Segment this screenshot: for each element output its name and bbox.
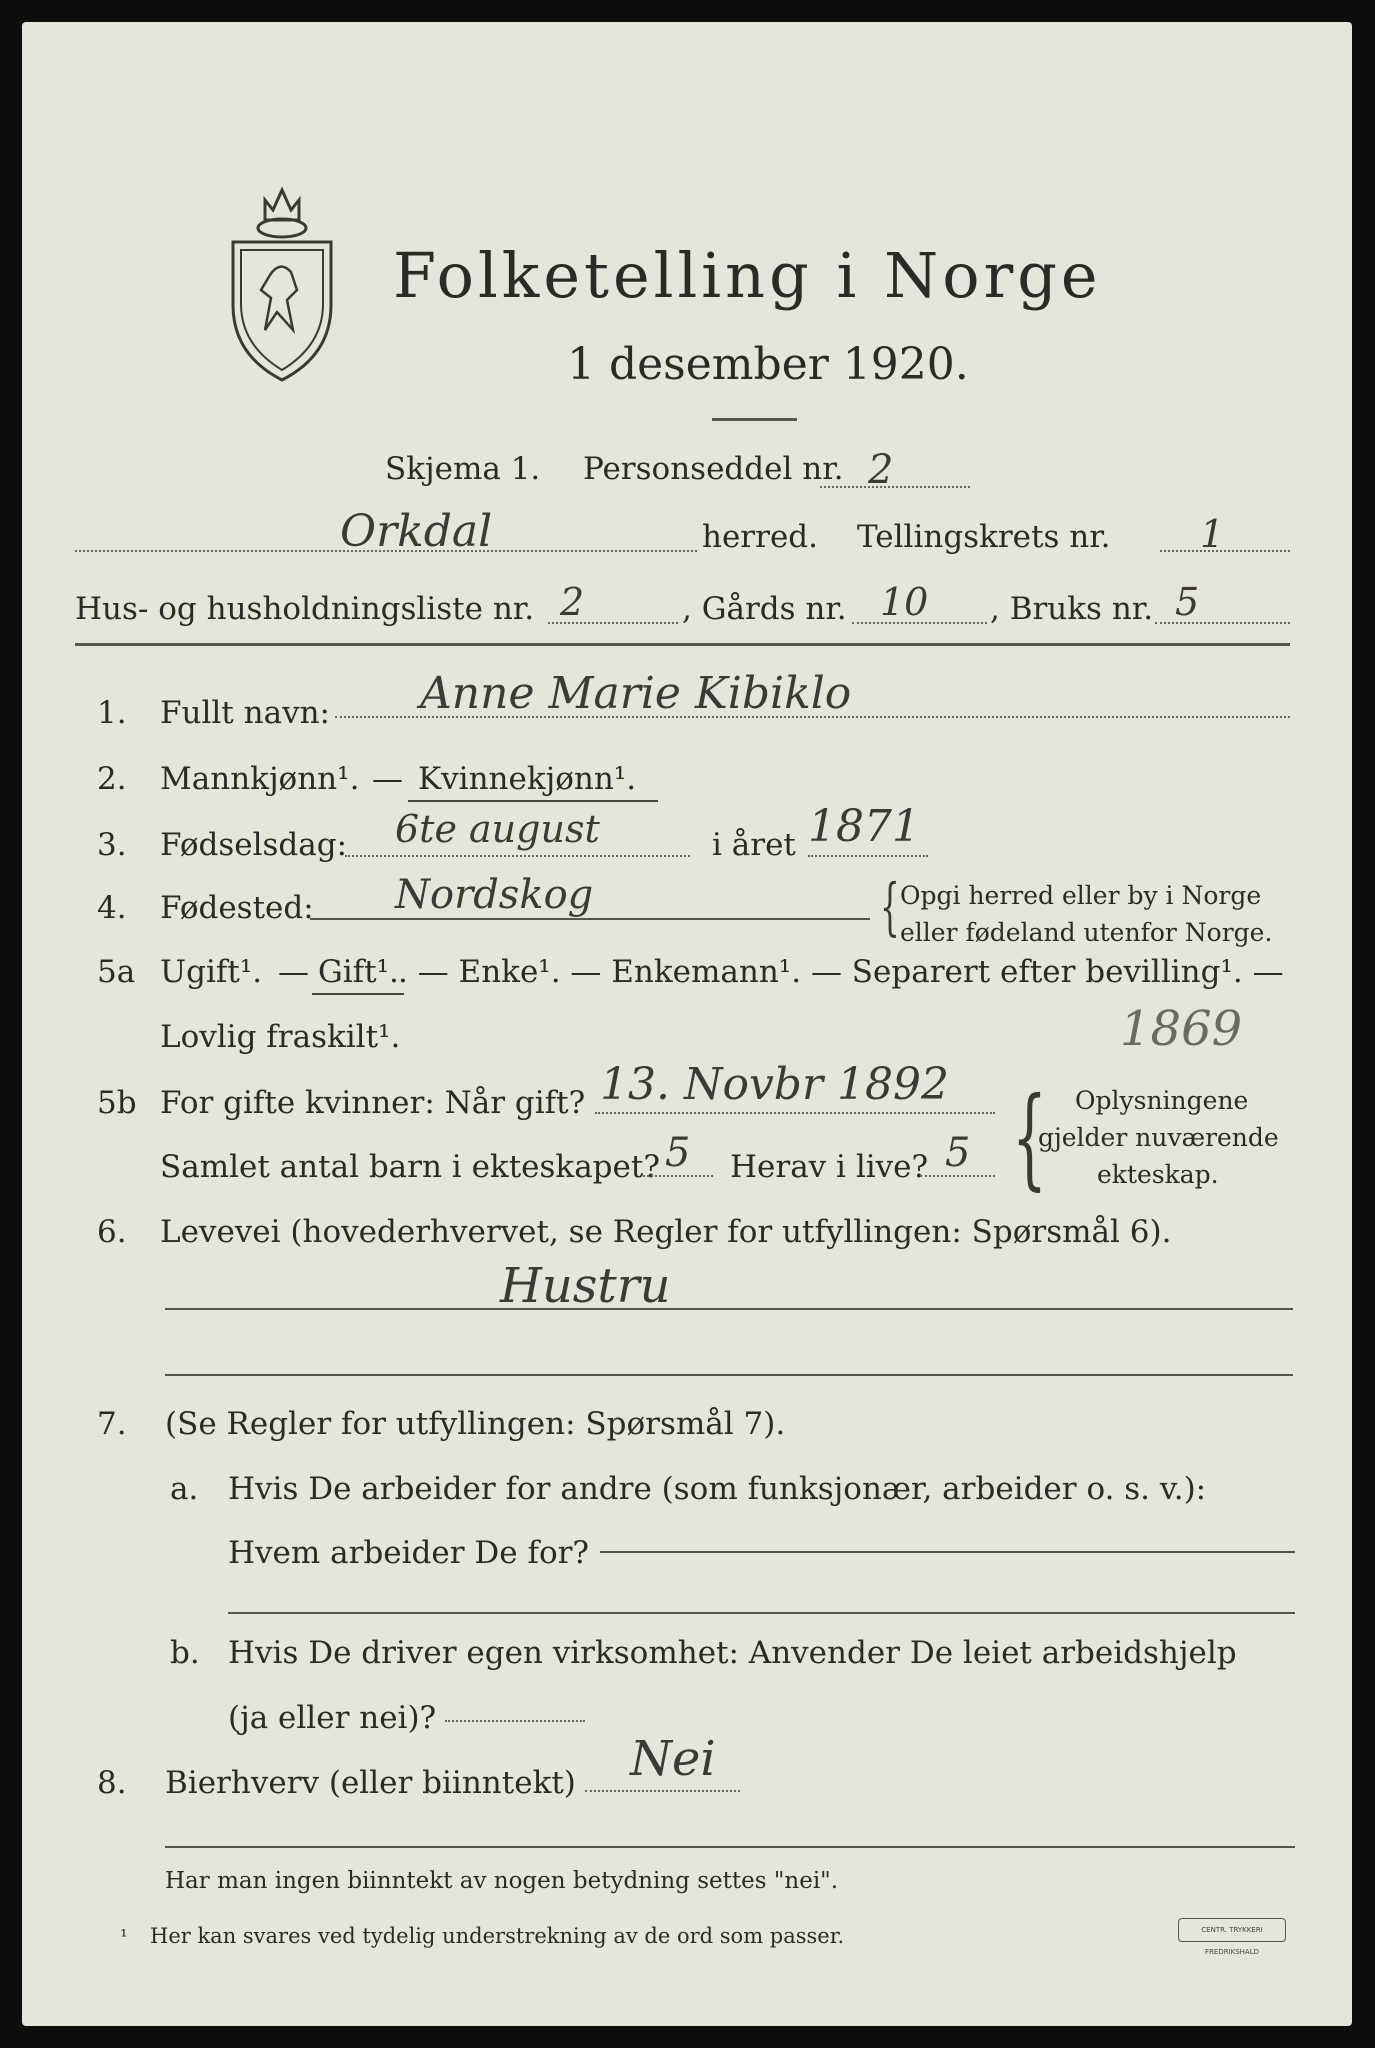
q5b-number: 5b	[97, 1085, 137, 1121]
q5b-live-value: 5	[945, 1130, 971, 1176]
q7b-letter: b.	[170, 1635, 200, 1671]
q7a-answer-line	[600, 1551, 1295, 1553]
q5b-barn-value: 5	[665, 1130, 691, 1176]
q8-line	[585, 1790, 740, 1792]
q5a-number: 5a	[97, 954, 136, 990]
personseddel-value: 2	[868, 447, 894, 493]
tellingskrets-line	[1160, 550, 1290, 552]
printer-stamp: CENTR. TRYKKERI FREDRIKSHALD	[1178, 1918, 1286, 1942]
q6-label: Levevei (hovederhvervet, se Regler for utfyllingen: Spørsmål 6).	[160, 1214, 1172, 1250]
bruks-value: 5	[1175, 580, 1200, 624]
tellingskrets-value: 1	[1200, 512, 1225, 556]
section-divider	[75, 643, 1290, 646]
q5b-note-1: Oplysningene	[1075, 1086, 1249, 1115]
title-divider	[712, 418, 797, 421]
gards-label: , Gårds nr.	[682, 591, 847, 627]
q5b-value: 13. Novbr 1892	[600, 1059, 949, 1110]
hus-value: 2	[560, 580, 585, 624]
q6-line-1	[165, 1308, 1293, 1310]
q4-line	[310, 918, 870, 920]
q2-number: 2.	[97, 761, 127, 797]
personseddel-label: Personseddel nr.	[583, 451, 844, 487]
q5a-line-2: Lovlig fraskilt¹.	[160, 1019, 401, 1055]
q3-number: 3.	[97, 827, 127, 863]
form-title: Folketelling i Norge	[393, 239, 1102, 312]
footer-note: Har man ingen biinntekt av nogen betydning settes "nei".	[165, 1868, 839, 1894]
q5a-margin-note: 1869	[1120, 1001, 1243, 1057]
personseddel-line	[820, 486, 970, 488]
footnote-mark: ¹	[120, 1926, 128, 1948]
q3-year-line	[808, 855, 928, 857]
q5b-barn-label: Samlet antal barn i ekteskapet?	[160, 1149, 660, 1185]
q5b-note-2: gjelder nuværende	[1038, 1123, 1279, 1152]
q1-value: Anne Marie Kibiklo	[420, 668, 852, 719]
q5b-label: For gifte kvinner: Når gift?	[160, 1085, 586, 1121]
herred-label: herred.	[702, 519, 818, 555]
q5a-ugift: Ugift¹.	[160, 954, 263, 990]
q8-value: Nei	[630, 1731, 716, 1787]
q1-number: 1.	[97, 695, 127, 731]
schema-label: Skjema 1.	[385, 451, 541, 487]
q3-label: Fødselsdag:	[160, 827, 348, 863]
herred-value: Orkdal	[340, 506, 493, 557]
footer-divider	[165, 1846, 1295, 1848]
norwegian-coat-of-arms-icon	[225, 180, 340, 385]
q7-number: 7.	[97, 1406, 127, 1442]
q4-value: Nordskog	[395, 872, 594, 918]
q3-value: 6te august	[395, 807, 600, 851]
hus-label: Hus- og husholdningsliste nr.	[75, 591, 535, 627]
q6-line-2	[165, 1374, 1293, 1376]
q2-dash: —	[372, 761, 403, 797]
q5a-gift-underline	[312, 993, 404, 995]
q7a-line-2: Hvem arbeider De for?	[228, 1535, 590, 1571]
q7a-letter: a.	[170, 1471, 199, 1507]
q5b-brace: {	[1012, 1073, 1047, 1201]
q2-female-underline	[408, 800, 658, 802]
q7b-label: Hvis De driver egen virksomhet: Anvender De leiet arbeidshjelp	[228, 1635, 1237, 1671]
q4-brace: {	[880, 870, 900, 943]
footnote-text: Her kan svares ved tydelig understrekning av de ord som passer.	[150, 1924, 845, 1948]
q4-label: Fødested:	[160, 890, 314, 926]
q1-label: Fullt navn:	[160, 695, 330, 731]
gards-value: 10	[880, 580, 929, 624]
q7a-label: Hvis De arbeider for andre (som funksjonær, arbeider o. s. v.):	[228, 1471, 1207, 1507]
tellingskrets-label: Tellingskrets nr.	[857, 519, 1111, 555]
q2-male: Mannkjønn¹.	[160, 761, 360, 797]
q8-label: Bierhverv (eller biinntekt)	[165, 1765, 576, 1801]
q4-note-1: Opgi herred eller by i Norge	[900, 881, 1262, 910]
form-date: 1 desember 1920.	[567, 339, 969, 390]
q5b-live-label: Herav i live?	[730, 1149, 929, 1185]
q5a-rest: . — Enke¹. — Enkemann¹. — Separert efter bevilling¹. —	[398, 954, 1284, 990]
q7b-line-2: (ja eller nei)?	[228, 1700, 437, 1736]
q3-year-value: 1871	[808, 801, 920, 852]
q5a-sep: —	[278, 954, 309, 990]
q5a-gift: Gift¹.	[318, 954, 399, 990]
bruks-label: , Bruks nr.	[990, 591, 1154, 627]
q5b-line	[595, 1112, 995, 1114]
q3-year-label: i året	[712, 827, 796, 863]
q6-number: 6.	[97, 1214, 127, 1250]
q8-number: 8.	[97, 1765, 127, 1801]
q6-value: Hustru	[500, 1258, 671, 1314]
q3-line	[345, 855, 690, 857]
q4-number: 4.	[97, 890, 127, 926]
q2-female: Kvinnekjønn¹.	[418, 761, 637, 797]
q7-label: (Se Regler for utfyllingen: Spørsmål 7).	[165, 1406, 786, 1442]
q5b-note-3: ekteskap.	[1097, 1160, 1219, 1189]
q4-note-2: eller fødeland utenfor Norge.	[900, 918, 1273, 947]
q7b-answer-line	[445, 1720, 585, 1722]
q7a-answer-line-2	[228, 1612, 1295, 1614]
